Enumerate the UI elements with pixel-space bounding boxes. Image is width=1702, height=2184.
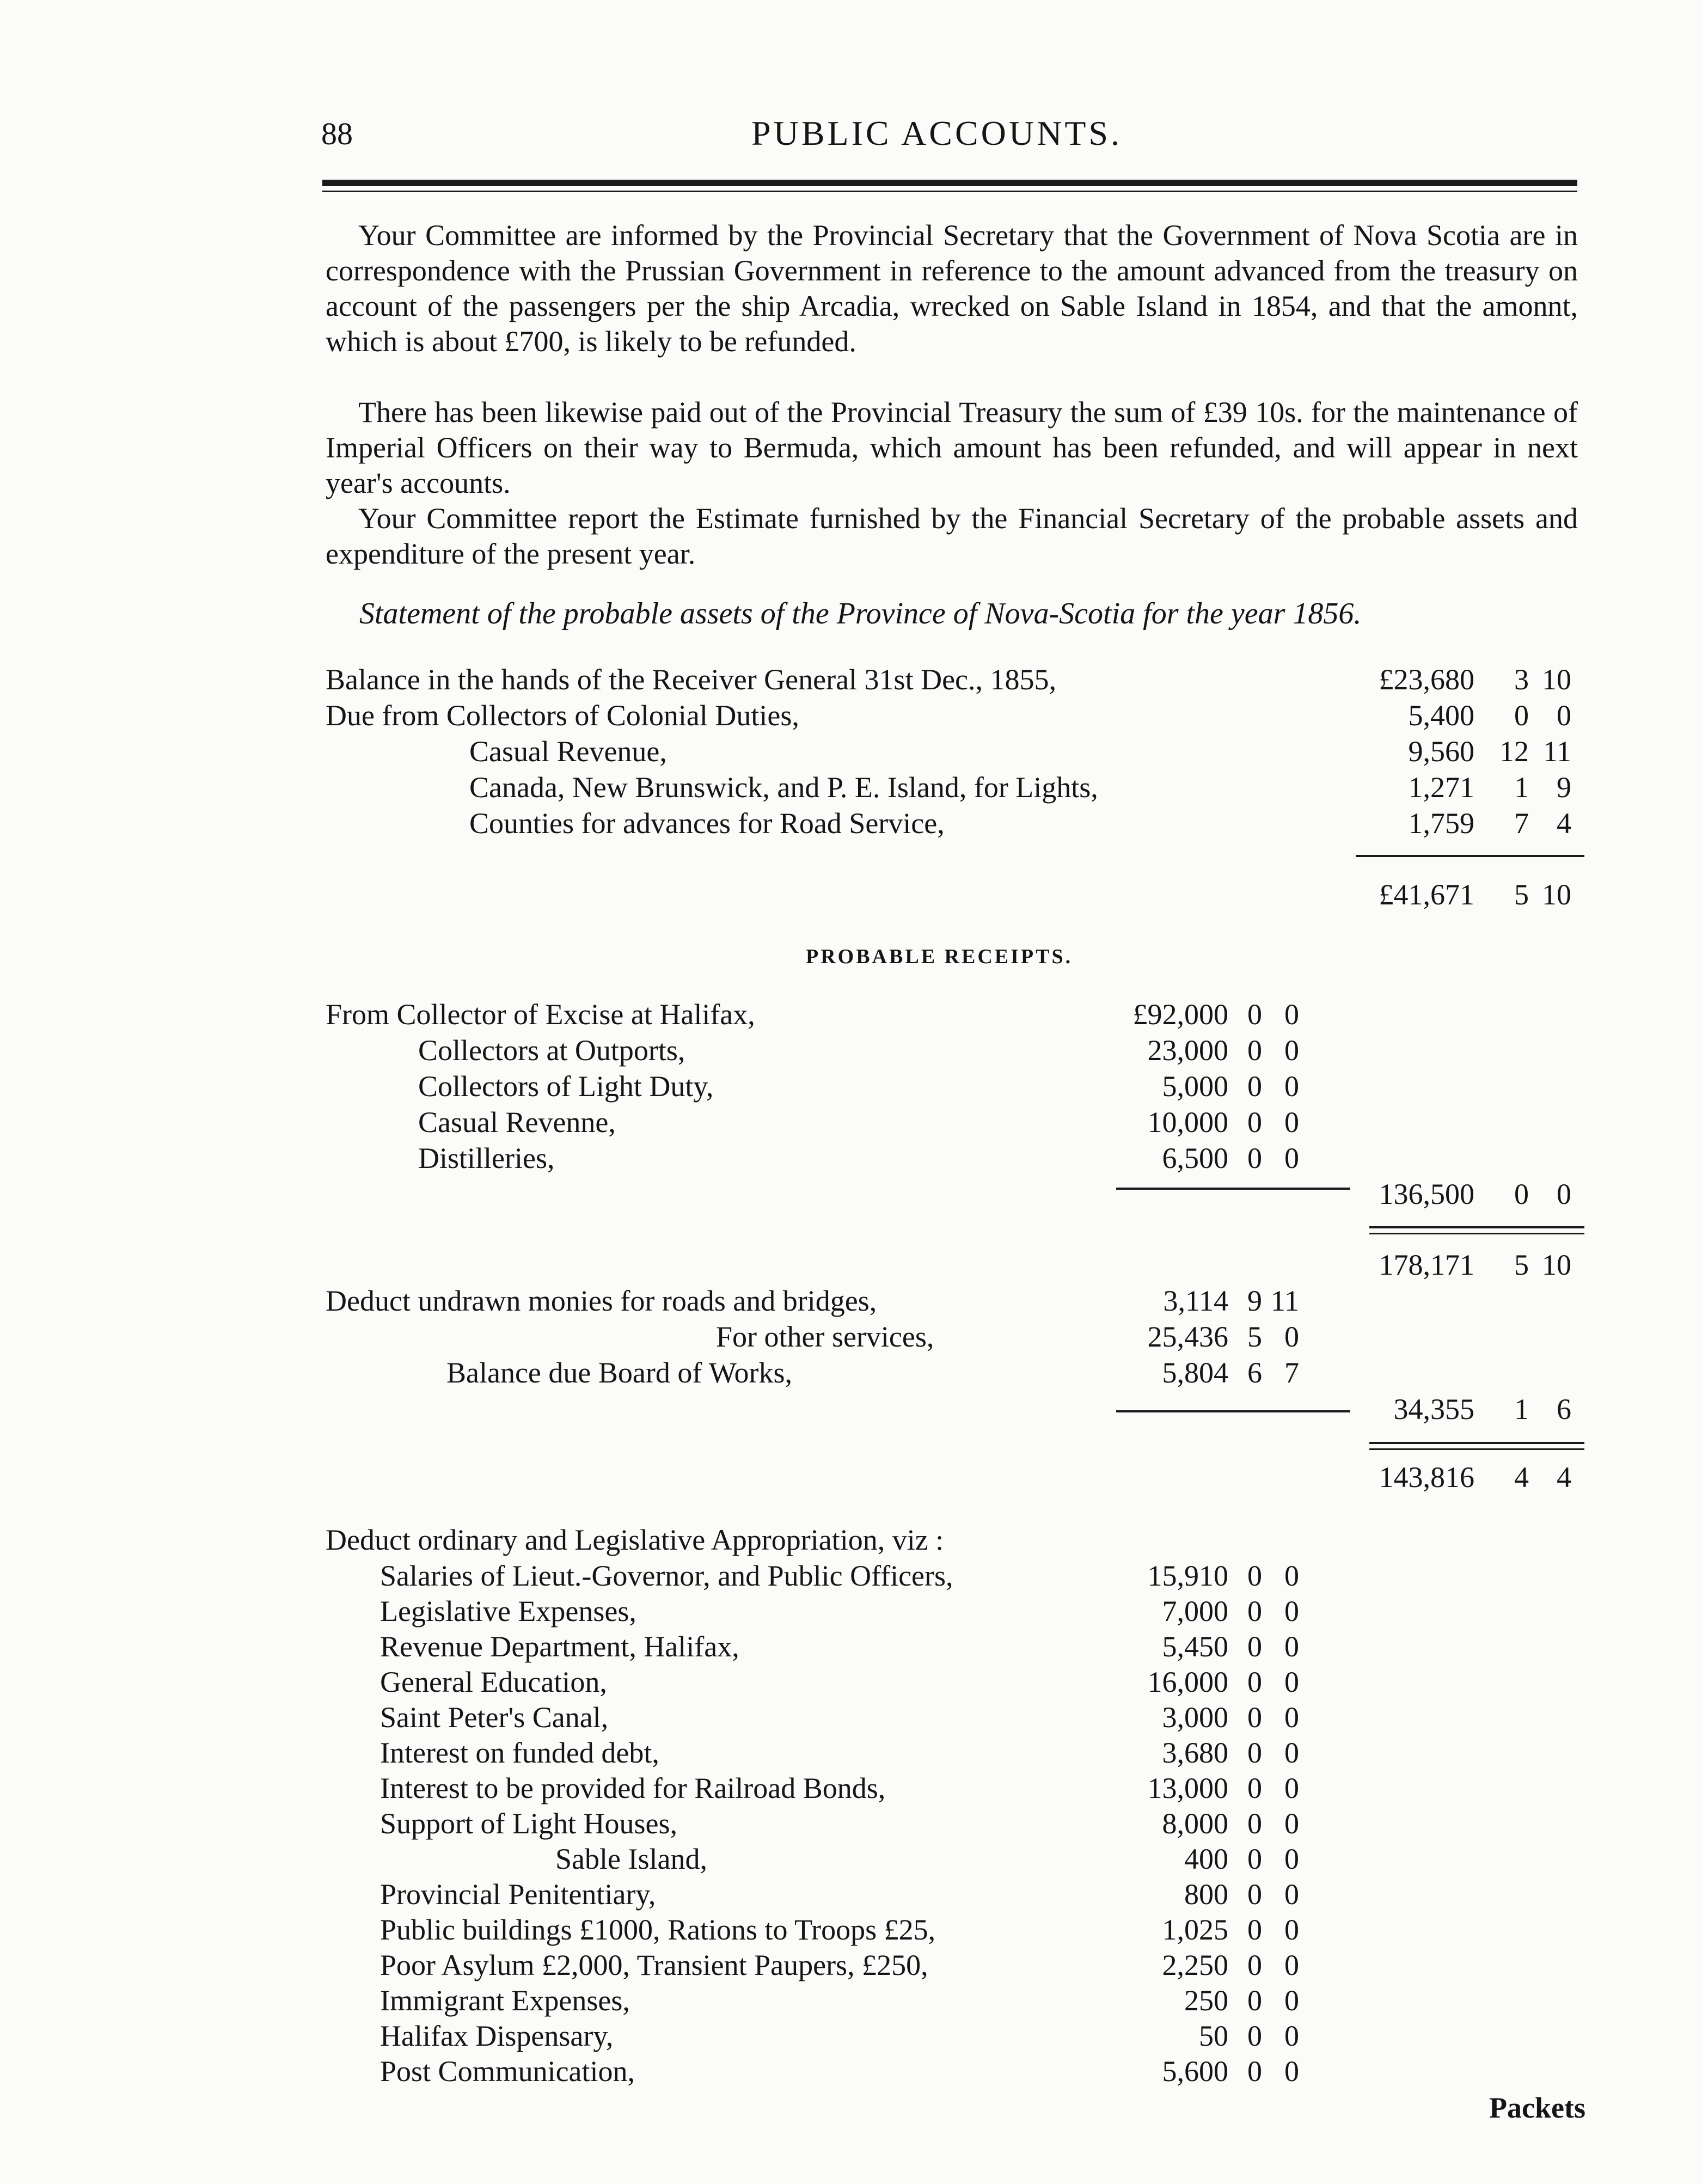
asset-row: Canada, New Brunswick, and P. E. Island, for Lights, 1,271 1 9 <box>469 771 1571 804</box>
statement-title: Statement of the probable assets of the Province of Nova-Scotia for the year 1856. <box>359 597 1362 631</box>
receipt-row: Collectors at Outports, 23,000 0 0 <box>418 1034 1299 1067</box>
appropriation-row: Sable Island, 400 0 0 <box>555 1843 1299 1875</box>
appropriation-row: Legislative Expenses, 7,000 0 0 <box>380 1595 1299 1628</box>
appropriation-row: Halifax Dispensary, 50 0 0 <box>380 2020 1299 2052</box>
appropriation-row: Interest to be provided for Railroad Bonds, 13,000 0 0 <box>380 1772 1299 1804</box>
appropriation-row: Provincial Penitentiary, 800 0 0 <box>380 1878 1299 1911</box>
net-total-rule-thin <box>1369 1448 1584 1450</box>
appropriation-row: General Education, 16,000 0 0 <box>380 1666 1299 1698</box>
appropriation-heading: Deduct ordinary and Legislative Appropriation, viz : <box>326 1524 944 1556</box>
net-total-row: 143,816 4 4 <box>1379 1461 1571 1494</box>
deductions-total-row: 34,355 1 6 <box>1393 1393 1571 1426</box>
assets-total-rule <box>1356 855 1584 857</box>
appropriation-row: Saint Peter's Canal, 3,000 0 0 <box>380 1701 1299 1734</box>
deduction-row: Deduct undrawn monies for roads and bridges, 3,114 9 11 <box>326 1284 1299 1317</box>
header-rule-thick <box>322 180 1577 186</box>
deduction-row: Balance due Board of Works, 5,804 6 7 <box>446 1356 1299 1389</box>
grand-total-rule-thin <box>1369 1233 1584 1234</box>
receipt-row: Distilleries, 6,500 0 0 <box>418 1142 1299 1174</box>
appropriation-row: Revenue Department, Halifax, 5,450 0 0 <box>380 1630 1299 1663</box>
appropriation-row: Immigrant Expenses, 250 0 0 <box>380 1984 1299 2017</box>
appropriation-row: Salaries of Lieut.-Governor, and Public Officers, 15,910 0 0 <box>380 1559 1299 1592</box>
asset-row: Balance in the hands of the Receiver General 31st Dec., 1855, £23,680 3 10 <box>326 663 1571 696</box>
appropriation-row: Post Communication, 5,600 0 0 <box>380 2055 1299 2088</box>
catchword: Packets <box>1489 2091 1585 2124</box>
receipt-row: Collectors of Light Duty, 5,000 0 0 <box>418 1070 1299 1103</box>
receipt-row: Casual Revenne, 10,000 0 0 <box>418 1106 1299 1139</box>
deduction-row: For other services, 25,436 5 0 <box>716 1320 1299 1353</box>
paragraph-bermuda: There has been likewise paid out of the Provincial Treasury the sum of £39 10s. for the maintenance of Imperial Officers on their way to Bermuda, which amount has been refunded, and will appear in next year's accounts. <box>326 396 1578 499</box>
grand-total-row: 178,171 5 10 <box>1379 1249 1571 1281</box>
receipts-total-row: 136,500 0 0 <box>1379 1178 1571 1210</box>
receipts-heading: PROBABLE RECEIPTS. <box>806 945 1073 968</box>
page-number: 88 <box>321 116 353 151</box>
receipt-row: From Collector of Excise at Halifax, £92,000 0 0 <box>326 998 1299 1031</box>
paragraph-estimate: Your Committee report the Estimate furnished by the Financial Secretary of the probable assets and expenditure of the present year. <box>326 502 1578 570</box>
net-total-rule <box>1369 1442 1584 1444</box>
grand-total-rule <box>1369 1226 1584 1228</box>
assets-total-row: £41,671 5 10 <box>1379 878 1571 911</box>
paragraph-arcadia: Your Committee are informed by the Provincial Secretary that the Government of Nova Scotia are in correspondence with the Prussian Government in reference to the amount advanced from the treasury on account of the passengers per the ship Arcadia, wrecked on Sable Island in 1854, and that the amonnt, which is about £700, is likely to be refunded. <box>326 219 1578 358</box>
appropriation-row: Public buildings £1000, Rations to Troops £25, 1,025 0 0 <box>380 1913 1299 1946</box>
appropriation-row: Interest on funded debt, 3,680 0 0 <box>380 1736 1299 1769</box>
running-title: PUBLIC ACCOUNTS. <box>751 114 1122 152</box>
asset-row: Counties for advances for Road Service, 1,759 7 4 <box>469 807 1571 840</box>
appropriation-row: Support of Light Houses, 8,000 0 0 <box>380 1807 1299 1840</box>
asset-row: Casual Revenue, 9,560 12 11 <box>469 735 1571 768</box>
asset-row: Due from Collectors of Colonial Duties, 5,400 0 0 <box>326 699 1571 732</box>
appropriation-row: Poor Asylum £2,000, Transient Paupers, £250, 2,250 0 0 <box>380 1949 1299 1981</box>
header-rule-thin <box>322 191 1577 192</box>
